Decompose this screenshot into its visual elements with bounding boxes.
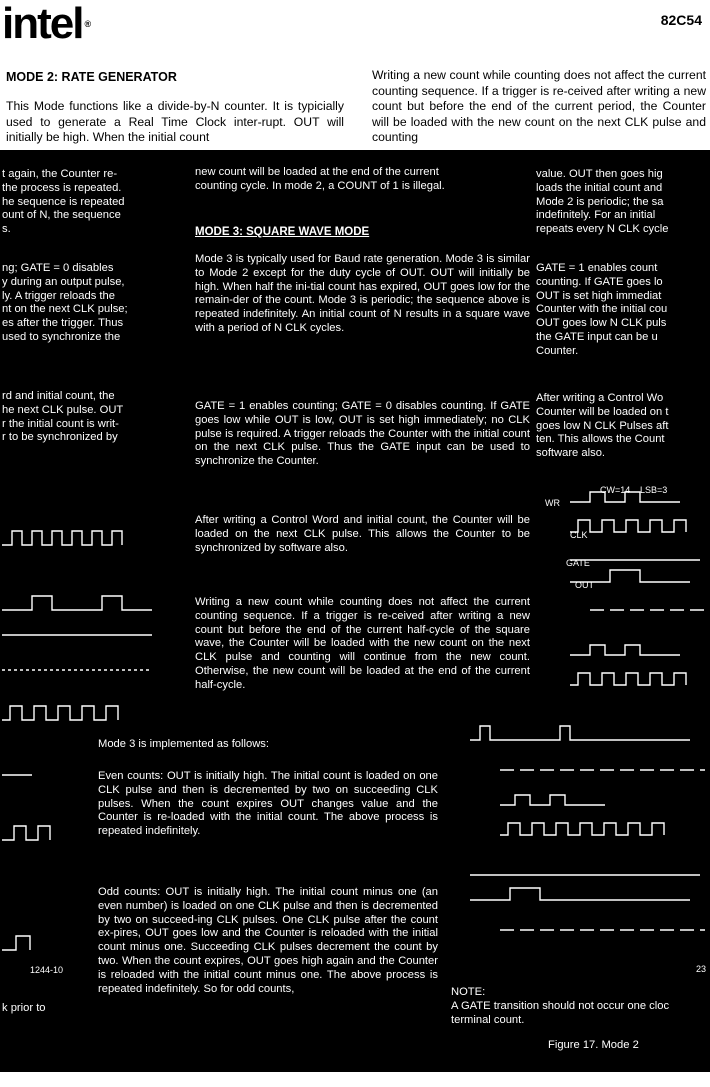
figure-note-title: NOTE: xyxy=(451,986,486,998)
mode3-paragraph-5: Mode 3 is implemented as follows: xyxy=(98,738,269,750)
left-figure-label: 1244-10 xyxy=(30,965,64,975)
mode3-paragraph-2: GATE = 1 enables counting; GATE = 0 disables counting. If GATE goes low while OUT is low, OUT is set high immediately; no CLK pulse is required. A trigger reloads the Counter with the initial count on the next CLK pulse. Thus the GATE input can be used to synchronize the Counter. xyxy=(195,400,530,468)
right-fragment-1: value. OUT then goes hig loads the initial count and Mode 2 is periodic; the sa indefinitely. For an initial repeats every N CLK cycle xyxy=(536,168,669,236)
left-fragment-2: ng; GATE = 0 disables y during an output pulse, ly. A trigger reloads the nt on the next CLK pulse; es after the trigger. Thus used to synchronize the xyxy=(2,262,128,343)
left-fragment-1: t again, the Counter re- the process is repeated. he sequence is repeated ount of N, the sequence s. xyxy=(2,168,125,236)
right-corner-mark: 23 xyxy=(696,964,707,974)
mode3-heading: MODE 3: SQUARE WAVE MODE xyxy=(195,226,370,238)
mode2-intro-paragraph: This Mode functions like a divide-by-N counter. It is typicially used to generate a Real Time Clock inter-rupt. OUT will initially be high. When the initial count xyxy=(6,99,344,144)
section-title: MODE 2: RATE GENERATOR xyxy=(6,70,177,84)
sig-clk-label: CLK xyxy=(570,530,588,540)
mode3-paragraph-3: After writing a Control Word and initial count, the Counter will be loaded on the next CLK pulse. This allows the Counter to be synchronized by software also. xyxy=(195,514,530,554)
mode3-paragraph-1: Mode 3 is typically used for Baud rate generation. Mode 3 is similar to Mode 2 except for the duty cycle of OUT. OUT will initially be high. When half the ini-tial count has expired, OUT goes low for the remain-der of the count. Mode 3 is periodic; the sequence above is repeated indefinitely. An initial count of N results in a square wave with a period of N CLK cycles. xyxy=(195,253,530,334)
right-fragment-3: After writing a Control Wo Counter will be loaded on t goes low N CLK Pulses aft ten. This allows the Count software also. xyxy=(536,392,669,460)
mode2-carry-text: new count will be loaded at the end of the current counting cycle. In mode 2, a COUNT of 1 is illegal. xyxy=(195,166,445,192)
registered-mark: ® xyxy=(84,19,90,29)
cw-label: CW=14 xyxy=(600,485,631,495)
inverted-scan-region xyxy=(0,150,710,1086)
figure-17-timing-diagram xyxy=(440,480,710,960)
part-number: 82C54 xyxy=(660,12,702,28)
left-fragment-3: rd and initial count, the he next CLK pulse. OUT r the initial count is writ- r to be synchronized by xyxy=(2,390,124,444)
mode3-even-counts: Even counts: OUT is initially high. The initial count is loaded on one CLK pulse and then is decremented by two on succeeding CLK pulses. When the count expires OUT changes value and the Counter is re-loaded with the initial count. The above process is repeated indefinitely. xyxy=(98,770,438,838)
sig-wr-label: WR xyxy=(545,498,560,508)
lsb-label: LSB=3 xyxy=(640,485,668,495)
sig-out-label: OUT xyxy=(575,580,594,590)
mode3-paragraph-4: Writing a new count while counting does not affect the current counting sequence. If a trigger is re-ceived after writing a new count but before the end of the current half-cycle of the square wave, the Counter will be loaded with the new count on the next CLK pulse and counting will continue from the new count. Otherwise, the new count will be loaded at the end of the current half-cycle. xyxy=(195,596,530,691)
figure-17-caption: Figure 17. Mode 2 xyxy=(548,1039,639,1051)
intel-logo xyxy=(2,2,89,46)
logo-text: intel xyxy=(2,0,83,48)
figure-note-text: A GATE transition should not occur one cloc terminal count. xyxy=(451,1000,670,1026)
sig-gate-label: GATE xyxy=(566,558,590,568)
right-fragment-2: GATE = 1 enables count counting. If GATE goes lo OUT is set high immediat Counter with the initial cou OUT goes low N CLK puls the GATE input can be u Counter. xyxy=(536,262,668,357)
left-fragment-4: k prior to xyxy=(2,1002,46,1014)
mode3-odd-counts: Odd counts: OUT is initially high. The initial count minus one (an even number) is loaded on one CLK pulse and then is decremented by two on succeed-ing CLK pulses. One CLK pulse after the count ex-pires, OUT goes low and the Counter is reloaded with the initial count minus one. Succeeding CLK pulses decrement the count by two. When the count expires, OUT goes high again and the Counter is reloaded with the initial count minus one. The above process is repeated indefinitely. So for odd counts, xyxy=(98,886,438,995)
page-number: 11 xyxy=(420,1072,433,1086)
mode2-new-count-paragraph: Writing a new count while counting does not affect the current counting sequence. If a trigger is re-ceived after writing a new count but before the end of the current period, the Counter will be loaded with the new count on the next CLK pulse and counting xyxy=(372,68,706,144)
